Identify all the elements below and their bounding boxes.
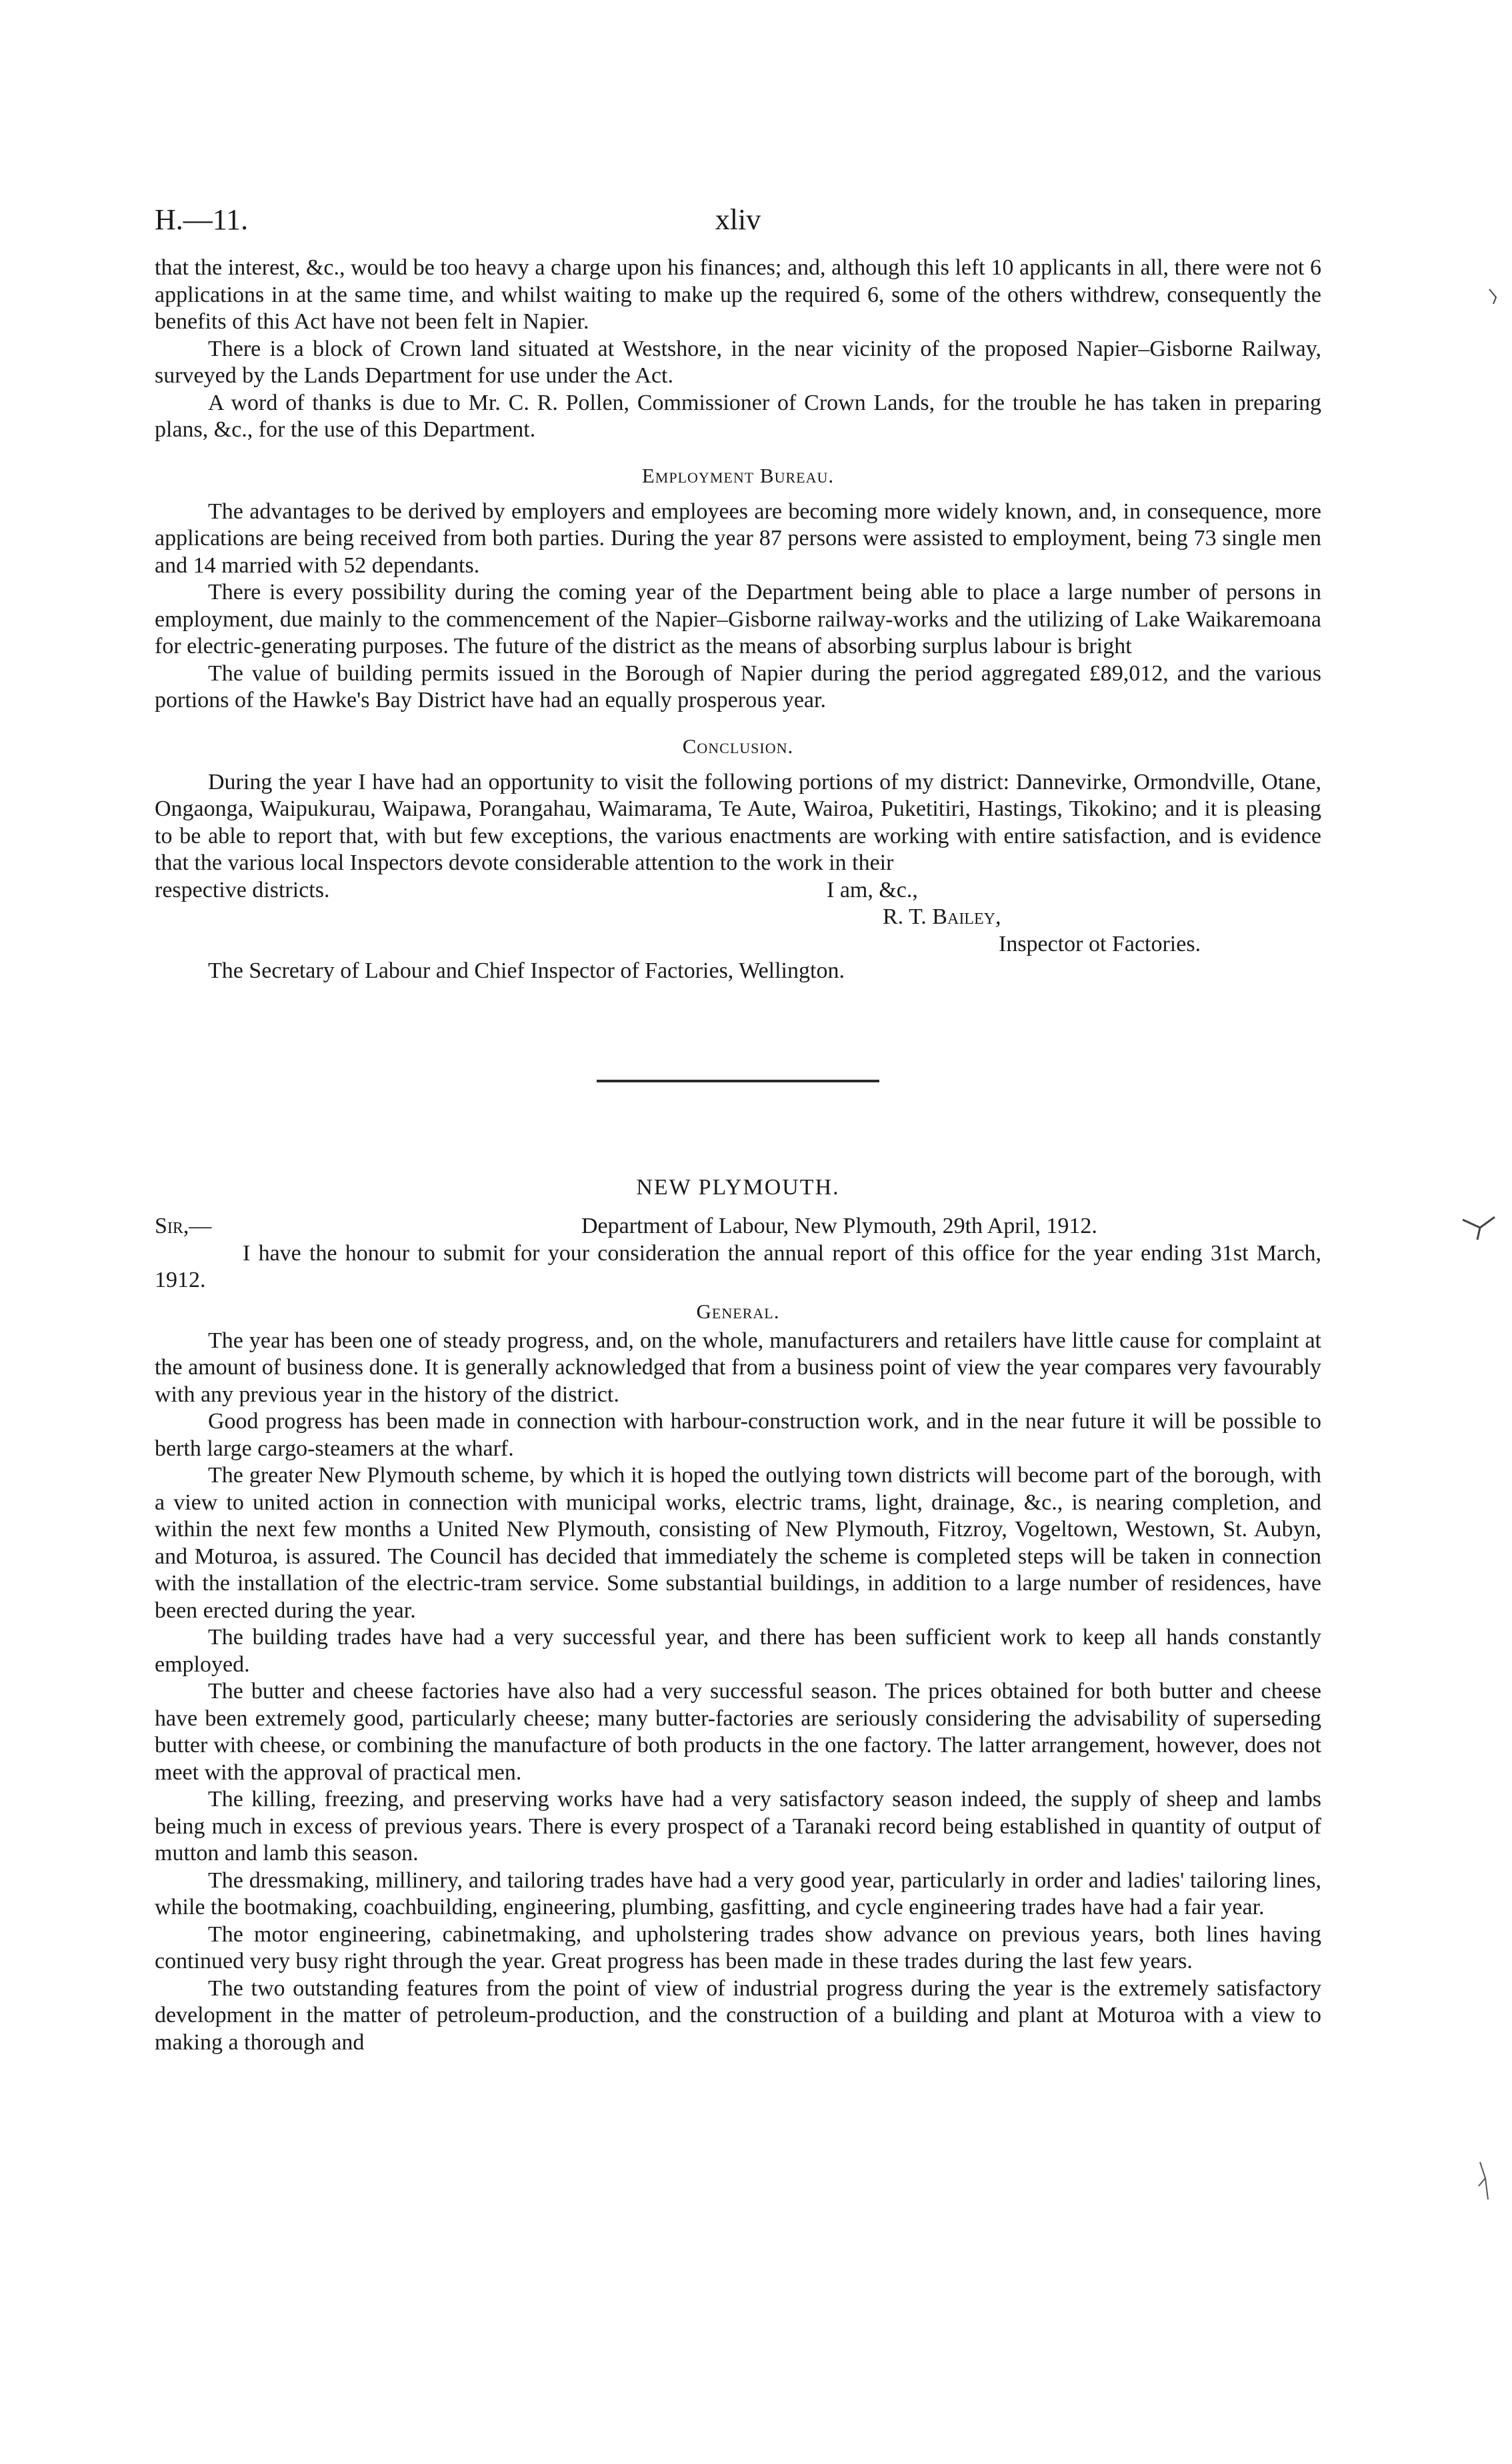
general-heading: General. <box>696 1299 780 1323</box>
paragraph-last-line: respective districts. <box>155 877 330 902</box>
page-header <box>155 200 1321 240</box>
paragraph: During the year I have had an opportunity to visit the following portions of my district: Dannevirke, Ormondville, Otane, Ongaonga, Waipukurau, Waipawa, Porangahau, Waimarama, Te Aute, Wairoa, Puketitiri, Hastings, Tikokino; and it is pleasing to be able to report that, with but few exceptions, the various enactments are working with entire satisfaction, and is evidence that the various local Inspectors devote considerable attention to the work in their <box>155 769 1321 875</box>
section-divider <box>597 1080 879 1082</box>
margin-mark-icon <box>1473 2159 1493 2206</box>
napier-section <box>155 255 1321 985</box>
margin-mark-icon <box>1460 1213 1500 1246</box>
closing-line <box>155 877 1321 904</box>
paragraph: The year has been one of steady progress, and, on the whole, manufacturers and retailers have little cause for complaint at the amount of business done. It is generally acknowledged that from a business point of view the year compares very favourably with any previous year in the history of the district. <box>155 1328 1321 1407</box>
paragraph: The two outstanding features from the point of view of industrial progress during the year is the extremely satisfactory development in the matter of petroleum-production, and the construction of a building and plant at Moturoa with a view to making a thorough and <box>155 1975 1321 2055</box>
paragraph: The advantages to be derived by employers and employees are becoming more widely known, and, in consequence, more applications are being received from both parties. During the year 87 persons were assisted to employment, being 73 single men and 14 married with 52 dependants. <box>155 499 1321 578</box>
dateline: Department of Labour, New Plymouth, 29th April, 1912. <box>581 1214 1097 1238</box>
paragraph: There is a block of Crown land situated at Westshore, in the near vicinity of the proposed Napier–Gisborne Railway, surveyed by the Lands Department for use under the Act. <box>155 336 1321 388</box>
signature <box>155 904 1321 931</box>
salutation-line <box>155 1213 1321 1240</box>
signature-title: Inspector ot Factories. <box>999 931 1201 956</box>
page-number: xliv <box>715 203 761 236</box>
addressee: The Secretary of Labour and Chief Inspector of Factories, Wellington. <box>208 958 845 983</box>
paragraph: The building trades have had a very successful year, and there has been sufficient work to keep all hands constantly employed. <box>155 1625 1321 1677</box>
paragraph: The motor engineering, cabinetmaking, and upholstering trades show advance on previous years, both lines having continued very busy right through the year. Great progress has been made in these trades during the last few years. <box>155 1921 1321 1973</box>
paragraph: Good progress has been made in connection with harbour-construction work, and in the near future it will be possible to berth large cargo-steamers at the wharf. <box>155 1409 1321 1461</box>
paragraph: The dressmaking, millinery, and tailoring trades have had a very good year, particularly in order and ladies' tailoring lines, while the bootmaking, coachbuilding, engineering, plumbing, gasfitting, and cycle engineering trades have had a fair year. <box>155 1867 1321 1919</box>
closing-phrase: I am, &c., <box>827 877 918 902</box>
document-reference: H.—11. <box>155 203 249 236</box>
paragraph: The greater New Plymouth scheme, by which it is hoped the outlying town districts will become part of the borough, with a view to united action in connection with municipal works, electric trams, light, drainage, &c., is nearing completion, and within the next few months a United New Plymouth, consisting of New Plymouth, Fitzroy, Vogeltown, Westown, St. Aubyn, and Moturoa, is assured. The Council has decided that immediately the scheme is completed steps will be taken in connection with the installation of the electric-tram service. Some substantial buildings, in addition to a large number of residences, have been erected during the year. <box>155 1463 1321 1623</box>
salutation: Sir,— <box>155 1214 212 1238</box>
employment-bureau-heading: Employment Bureau. <box>641 463 835 487</box>
new-plymouth-section <box>155 1174 1321 2057</box>
intro-paragraph: I have the honour to submit for your consideration the annual report of this office for the year ending 31st March, 1912. <box>155 1240 1321 1292</box>
paragraph: There is every possibility during the coming year of the Department being able to place a large number of persons in employment, due mainly to the commencement of the Napier–Gisborne railway-works and the utilizing of Lake Waikaremoana for electric-generating purposes. The future of the district as the means of absorbing surplus labour is bright <box>155 580 1321 658</box>
conclusion-heading: Conclusion. <box>682 734 794 758</box>
new-plymouth-heading: NEW PLYMOUTH. <box>636 1174 840 1200</box>
paragraph: that the interest, &c., would be too heavy a charge upon his finances; and, although this left 10 applicants in all, there were not 6 applications in at the same time, and whilst waiting to make up the required 6, some of the others withdrew, consequently the benefits of this Act have not been felt in Napier. <box>155 255 1321 334</box>
paragraph: The value of building permits issued in the Borough of Napier during the period aggregated £89,012, and the various portions of the Hawke's Bay District have had an equally prosperous year. <box>155 660 1321 712</box>
paragraph: The killing, freezing, and preserving works have had a very satisfactory season indeed, the supply of sheep and lambs being much in excess of previous years. There is every prospect of a Taranaki record being established in quantity of output of mutton and lamb this season. <box>155 1787 1321 1865</box>
paragraph: The butter and cheese factories have also had a very successful season. The prices obtained for both butter and cheese have been extremely good, particularly cheese; many butter-factories are seriously considering the advisability of superseding butter with cheese, or combining the manufacture of both products in the one factory. The latter arrangement, however, does not meet with the approval of practical men. <box>155 1679 1321 1785</box>
margin-mark-icon <box>1487 287 1503 307</box>
document-page <box>155 200 1321 2056</box>
signature-name: R. T. Bailey, <box>883 904 1001 929</box>
paragraph: A word of thanks is due to Mr. C. R. Pollen, Commissioner of Crown Lands, for the trouble he has taken in preparing plans, &c., for the use of this Department. <box>155 390 1321 442</box>
